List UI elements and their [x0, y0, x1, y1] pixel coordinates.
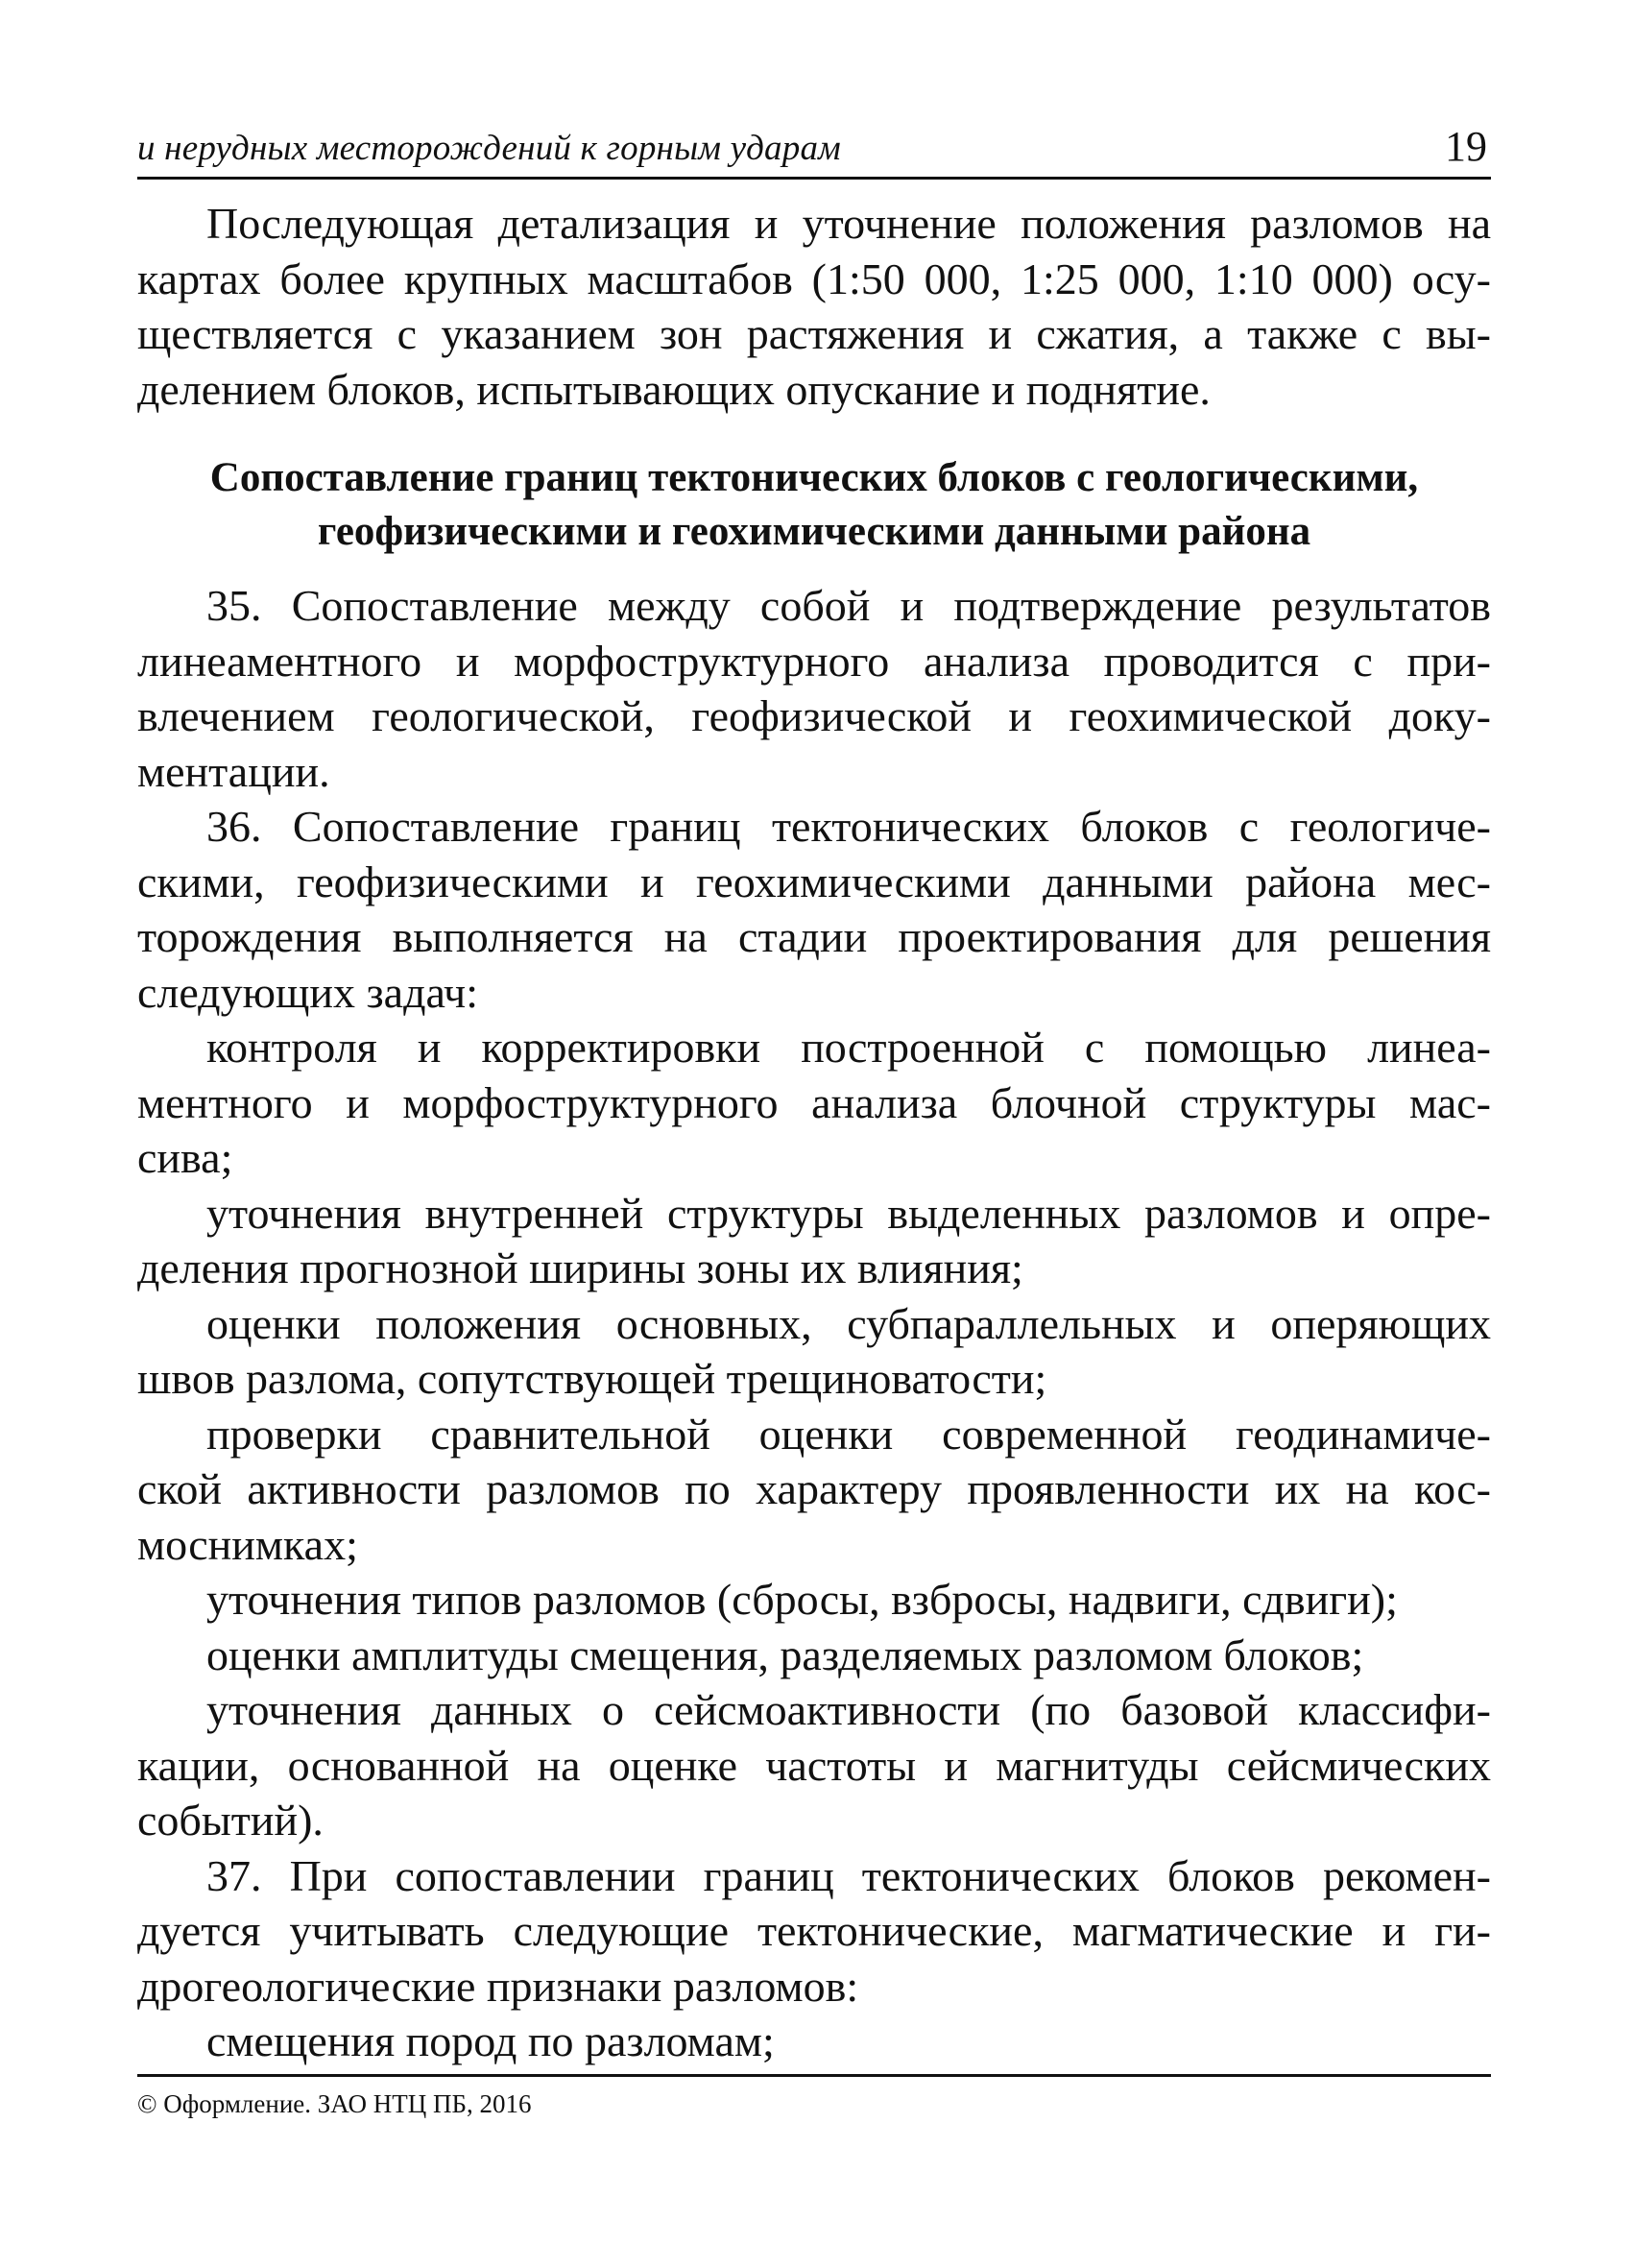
text-line: оценки положения основных, субпараллельных и оперяющих [206, 1298, 1491, 1348]
paragraph-36 [137, 799, 1491, 1020]
text-line: 37. При сопоставлении границ тектонических блоков рекомен- [206, 1850, 1491, 1900]
sign-item [137, 2014, 1491, 2069]
text-line: событий). [137, 1796, 324, 1845]
paragraph-35 [137, 578, 1491, 799]
paragraph-37 [137, 1848, 1491, 2015]
text-line: Последующая детализация и уточнение положения разломов на [206, 199, 1491, 248]
body-text [137, 196, 1491, 2069]
intro-paragraph [137, 196, 1491, 417]
heading-line: Сопоставление границ тектонических блоков с геологическими, [209, 455, 1419, 500]
text-line: следующих задач: [137, 967, 478, 1017]
text-line: швов разлома, сопутствующей трещиноватости; [137, 1354, 1047, 1403]
running-title: и нерудных месторождений к горным ударам [137, 129, 841, 168]
task-item [137, 1186, 1491, 1296]
task-item [137, 1628, 1491, 1683]
heading-line: геофизическими и геохимическими данными района [317, 509, 1311, 554]
text-line: делением блоков, испытывающих опускание и поднятие. [137, 364, 1211, 414]
running-header [137, 123, 1491, 180]
task-item [137, 1296, 1491, 1407]
page-number: 19 [1445, 123, 1487, 170]
text-line: смещения пород по разломам; [206, 2016, 775, 2065]
text-line: уточнения внутренней структуры выделенных разломов и опре- [206, 1188, 1491, 1238]
text-line: 36. Сопоставление границ тектонических блоков с геологиче- [206, 802, 1491, 851]
text-line: 35. Сопоставление между собой и подтверждение результатов [206, 581, 1491, 630]
text-line: кации, основанной на оценке частоты и магнитуды сейсмических [137, 1740, 1491, 1790]
text-line: влечением геологической, геофизической и геохимической доку- [137, 691, 1491, 740]
text-line: деления прогнозной ширины зоны их влияния; [137, 1243, 1023, 1292]
text-line: картах более крупных масштабов (1:50 000, 1:25 000, 1:10 000) осу- [137, 253, 1491, 303]
text-line: ментации. [137, 746, 330, 796]
footer-divider [137, 2074, 1491, 2077]
text-line: уточнения типов разломов (сбросы, взбросы, надвиги, сдвиги); [206, 1575, 1398, 1624]
text-line: оценки амплитуды смещения, разделяемых разломом блоков; [206, 1629, 1364, 1679]
text-line: дуется учитывать следующие тектонические, магматические и ги- [137, 1906, 1491, 1955]
copyright-footer: © Оформление. ЗАО НТЦ ПБ, 2016 [137, 2089, 532, 2118]
text-line: уточнения данных о сейсмоактивности (по базовой классифи- [206, 1685, 1491, 1734]
section-heading [137, 451, 1491, 559]
text-line: ской активности разломов по характеру проявленности их на кос- [137, 1464, 1491, 1513]
text-line: торождения выполняется на стадии проектирования для решения [137, 912, 1491, 961]
text-line: дрогеологические признаки разломов: [137, 1961, 859, 2011]
text-line: проверки сравнительной оценки современной геодинамиче- [206, 1409, 1491, 1459]
task-item [137, 1407, 1491, 1573]
text-line: ментного и морфоструктурного анализа блочной структуры мас- [137, 1077, 1491, 1127]
task-item [137, 1572, 1491, 1628]
text-line: моснимках; [137, 1519, 358, 1569]
task-item [137, 1020, 1491, 1186]
text-line: ществляется с указанием зон растяжения и сжатия, а также с вы- [137, 309, 1491, 358]
task-item [137, 1682, 1491, 1848]
text-line: сива; [137, 1133, 233, 1182]
text-line: скими, геофизическими и геохимическими данными района мес- [137, 857, 1491, 906]
text-line: линеаментного и морфоструктурного анализа проводится с при- [137, 636, 1491, 686]
text-line: контроля и корректировки построенной с помощью линеа- [206, 1023, 1491, 1072]
